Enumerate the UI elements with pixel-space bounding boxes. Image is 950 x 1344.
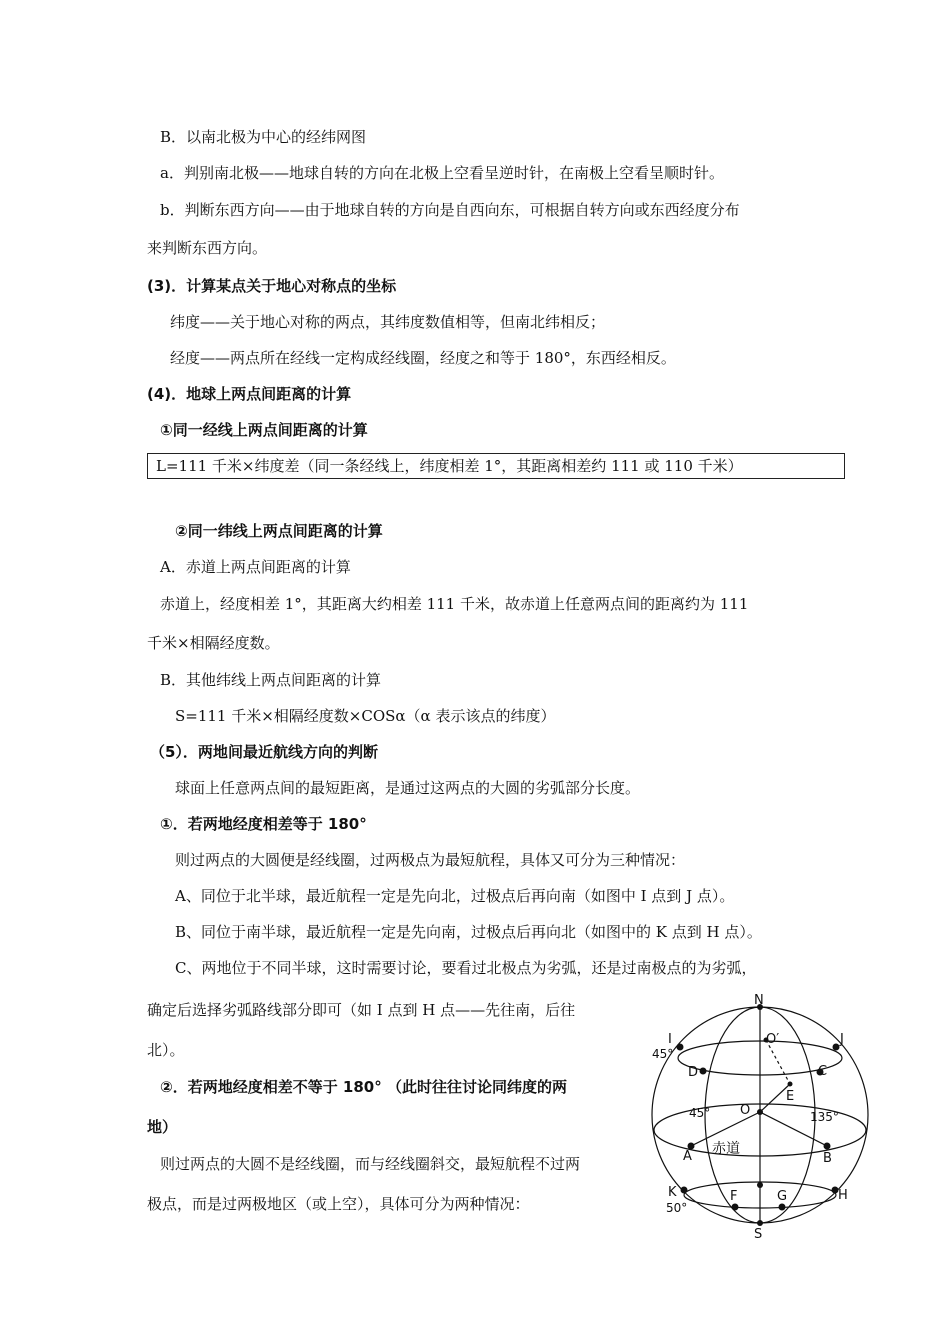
label-G: G xyxy=(777,1189,788,1204)
text-line: 确定后选择劣弧路线部分即可（如 I 点到 H 点——先往南，后往 xyxy=(147,1001,576,1019)
formula-box xyxy=(147,453,845,479)
text-line: B．其他纬线上两点间距离的计算 xyxy=(160,671,382,689)
label-J: J xyxy=(840,1032,844,1047)
label-135: 135° xyxy=(810,1110,839,1124)
text-line: S=111 千米×相隔经度数×COSα（α 表示该点的纬度） xyxy=(175,707,556,725)
label-N: N xyxy=(754,993,764,1008)
label-O-prime: O′ xyxy=(766,1032,780,1047)
text-line: b．判断东西方向——由于地球自转的方向是自西向东，可根据自转方向或东西经度分布 xyxy=(160,201,740,219)
label-K: K xyxy=(668,1185,677,1200)
text-line: 千米×相隔经度数。 xyxy=(147,634,280,652)
text-line: A．赤道上两点间距离的计算 xyxy=(160,558,351,576)
text-line: 纬度——关于地心对称的两点，其纬度数值相等，但南北纬相反； xyxy=(170,313,606,331)
label-45-top: 45° xyxy=(652,1047,674,1061)
text-line: C、两地位于不同半球，这时需要讨论，要看过北极点为劣弧，还是过南极点的为劣弧， xyxy=(175,959,757,977)
text-line: 经度——两点所在经线一定构成经线圈，经度之和等于 180°，东西经相反。 xyxy=(170,349,676,367)
label-S: S xyxy=(754,1227,763,1242)
label-I: I xyxy=(668,1032,672,1047)
text-line: 地） xyxy=(147,1118,178,1136)
label-50: 50° xyxy=(666,1201,688,1215)
text-line: B、同位于南半球，最近航程一定是先向南，过极点后再向北（如图中的 K 点到 H 点）。 xyxy=(175,923,762,941)
text-line: 赤道上，经度相差 1°，其距离大约相差 111 千米，故赤道上任意两点间的距离约为 111 xyxy=(160,595,749,613)
subsection-heading: ①同一经线上两点间距离的计算 xyxy=(160,421,368,439)
subsection-heading: ②．若两地经度相差不等于 180° （此时往往讨论同纬度的两 xyxy=(160,1078,567,1096)
text-line: 则过两点的大圆便是经线圈，过两极点为最短航程，具体又可分为三种情况： xyxy=(175,851,686,869)
text-line: 则过两点的大圆不是经线圈，而与经线圈斜交，最短航程不过两 xyxy=(160,1155,581,1173)
text-line: 来判断东西方向。 xyxy=(147,239,268,257)
text-line: 极点，而是过两极地区（或上空），具体可分为两种情况： xyxy=(147,1195,530,1213)
label-B: B xyxy=(823,1151,832,1166)
section-heading: (3)．计算某点关于地心对称点的坐标 xyxy=(147,277,397,295)
formula-text: L=111 千米×纬度差（同一条经线上，纬度相差 1°，其距离相差约 111 或 110 千米） xyxy=(156,457,743,475)
label-D: D xyxy=(688,1065,699,1080)
label-E: E xyxy=(786,1089,795,1104)
globe-diagram xyxy=(643,993,873,1243)
text-line: a．判别南北极——地球自转的方向在北极上空看呈逆时针，在南极上空看呈顺时针。 xyxy=(160,164,724,182)
label-F: F xyxy=(730,1189,738,1204)
label-equator: 赤道 xyxy=(712,1141,740,1157)
section-heading: (4)．地球上两点间距离的计算 xyxy=(147,385,352,403)
label-O: O xyxy=(740,1103,751,1118)
label-A: A xyxy=(683,1149,692,1164)
subsection-heading: ①．若两地经度相差等于 180° xyxy=(160,815,367,833)
label-H: H xyxy=(838,1188,848,1203)
subsection-heading: ②同一纬线上两点间距离的计算 xyxy=(175,522,383,540)
label-C: C xyxy=(818,1064,828,1079)
text-line: 北）。 xyxy=(147,1041,185,1059)
text-line: 球面上任意两点间的最短距离，是通过这两点的大圆的劣弧部分长度。 xyxy=(175,779,641,797)
text-line: A、同位于北半球，最近航程一定是先向北，过极点后再向南（如图中 I 点到 J 点）。 xyxy=(175,887,735,905)
label-45-mid: 45° xyxy=(689,1106,711,1120)
text-line: B．以南北极为中心的经纬网图 xyxy=(160,128,367,146)
section-heading: （5）．两地间最近航线方向的判断 xyxy=(150,743,378,761)
